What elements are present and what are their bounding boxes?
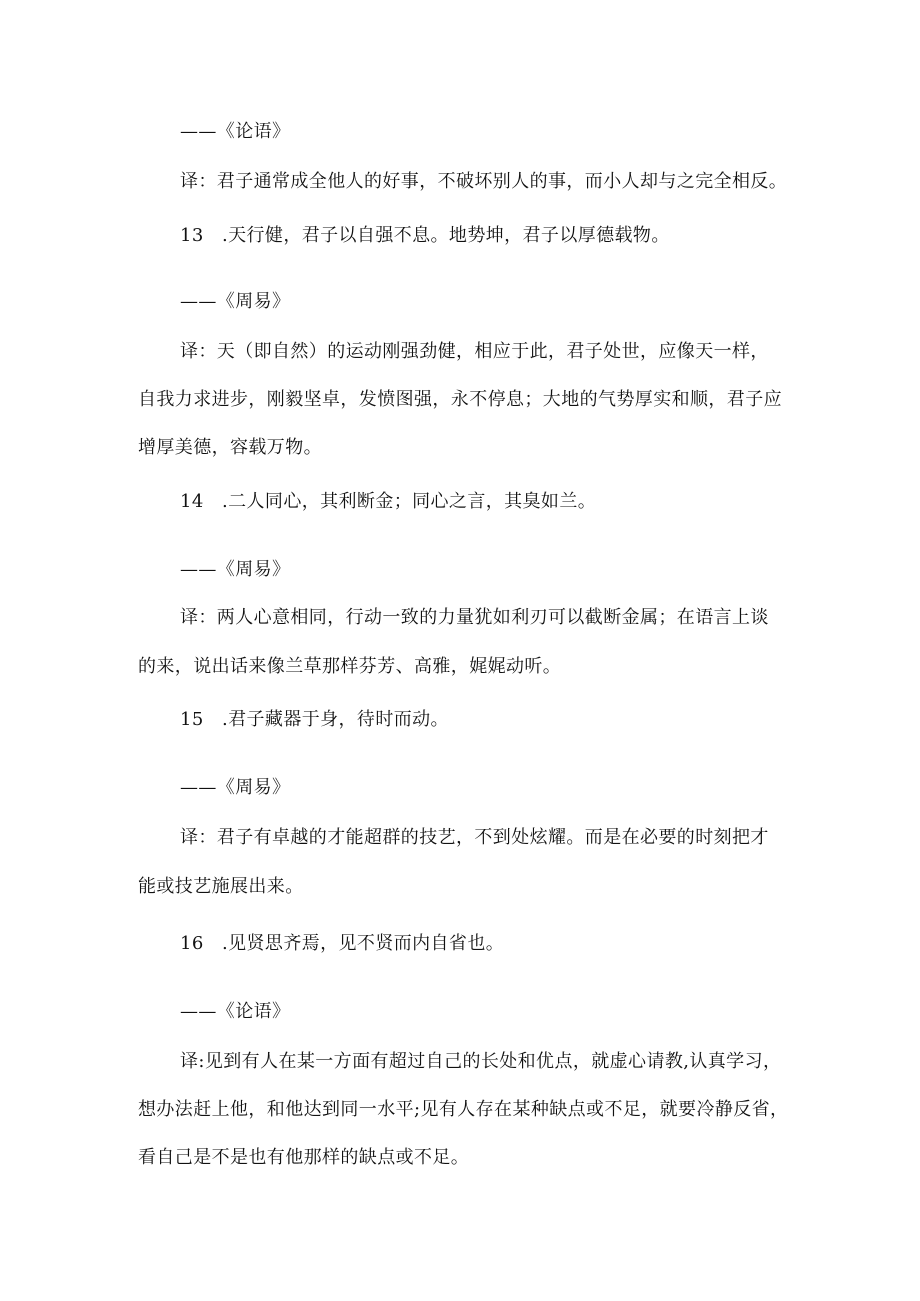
source-citation: ——《论语》 xyxy=(180,121,291,142)
quote-number: 16 xyxy=(180,933,204,954)
source-citation: ——《周易》 xyxy=(180,559,291,580)
translation-line: 增厚美德，容载万物。 xyxy=(138,437,322,458)
quote-text: .天行健，君子以自强不息。地势坤，君子以厚德载物。 xyxy=(222,225,670,246)
translation-line: 想办法赶上他，和他达到同一水平;见有人存在某种缺点或不足，就要冷静反省， xyxy=(138,1099,789,1120)
quote-number: 15 xyxy=(180,709,204,730)
quote-line xyxy=(180,930,504,958)
quote-text: .君子藏器于身，待时而动。 xyxy=(222,709,449,730)
translation-line: 译：天（即自然）的运动刚强劲健，相应于此，君子处世，应像天一样， xyxy=(180,341,769,362)
quote-number: 13 xyxy=(180,225,204,246)
translation-line: 能或技艺施展出来。 xyxy=(138,876,304,897)
translation-line: 译：君子通常成全他人的好事，不破坏别人的事，而小人却与之完全相反。 xyxy=(180,171,788,192)
translation-line: 的来，说出话来像兰草那样芬芳、高雅，娓娓动听。 xyxy=(138,656,562,677)
source-citation: ——《周易》 xyxy=(180,777,291,798)
translation-line: 译:见到有人在某一方面有超过自己的长处和优点，就虚心请教,认真学习， xyxy=(180,1051,782,1072)
source-citation: ——《周易》 xyxy=(180,291,291,312)
translation-line: 自我力求进步，刚毅坚卓，发愤图强，永不停息；大地的气势厚实和顺，君子应 xyxy=(138,389,782,410)
quote-line xyxy=(180,488,596,516)
quote-line xyxy=(180,222,670,250)
source-citation: ——《论语》 xyxy=(180,1001,291,1022)
quote-line xyxy=(180,706,449,734)
translation-line: 译：两人心意相同，行动一致的力量犹如利刃可以截断金属；在语言上谈 xyxy=(180,607,769,628)
quote-number: 14 xyxy=(180,491,204,512)
translation-line: 看自己是不是也有他那样的缺点或不足。 xyxy=(138,1147,470,1168)
quote-text: .见贤思齐焉，见不贤而内自省也。 xyxy=(222,933,505,954)
quote-text: .二人同心，其利断金；同心之言，其臭如兰。 xyxy=(222,491,597,512)
translation-line: 译：君子有卓越的才能超群的技艺，不到处炫耀。而是在必要的时刻把才 xyxy=(180,827,769,848)
